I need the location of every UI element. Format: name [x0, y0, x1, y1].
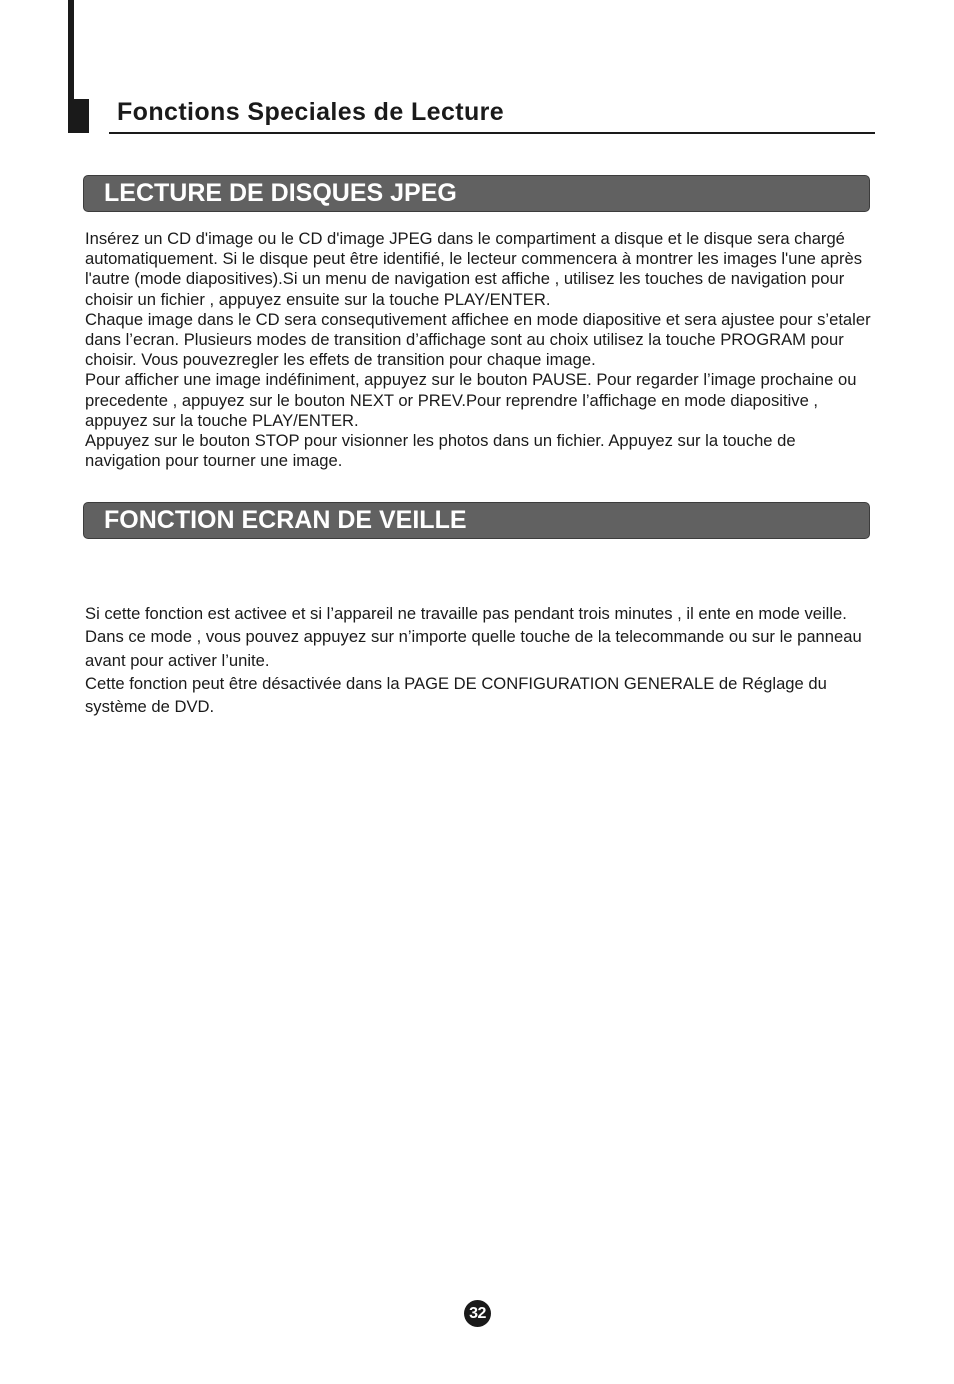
section-body-screensaver — [85, 602, 875, 718]
section-title-screensaver: FONCTION ECRAN DE VEILLE — [104, 506, 467, 534]
page-title: Fonctions Speciales de Lecture — [117, 98, 505, 126]
paragraph: Chaque image dans le CD sera consequtivement affichee en mode diapositive et sera ajustee pour s’etaler dans l’ecran. Plusieurs modes de transition d’affichage sont au choix utilisez la touche PROGRAM pour choisir. Vous pouvezregler les effets de transition pour chaque image. — [85, 309, 871, 370]
paragraph: Pour afficher une image indéfiniment, appuyez sur le bouton PAUSE. Pour regarder l’image prochaine ou precedente , appuyez sur le bouton NEXT or PREV.Pour reprendre l’affichage en mode diapositive , appuyez sur la touche PLAY/ENTER. — [85, 370, 857, 430]
section-header-screensaver — [83, 502, 870, 539]
paragraph: Si cette fonction est activee et si l’appareil ne travaille pas pendant trois minutes , il ente en mode veille. Dans ce mode , vous pouvez appuyez sur n’importe quelle touche de la telecommande ou sur le panneau avant pour activer l’unite. — [85, 604, 862, 670]
paragraph: Insérez un CD d'image ou le CD d'image JPEG dans le compartiment a disque et le disque sera chargé automatiquement. Si le disque peut être identifié, le lecteur commencera à montrer les images l'une après l'autre (mode diapositives).Si un menu de navigation est affiche , utilisez les touches de navigation pour choisir un fichier , appuyez ensuite sur la touche PLAY/ENTER. — [85, 229, 863, 309]
page-number-badge: 32 — [464, 1300, 491, 1327]
paragraph: Cette fonction peut être désactivée dans la PAGE DE CONFIGURATION GENERALE de Réglage du système de DVD. — [85, 673, 827, 717]
section-body-jpeg — [85, 229, 875, 471]
title-underline — [109, 132, 875, 134]
paragraph: Appuyez sur le bouton STOP pour visionner les photos dans un fichier. Appuyez sur la touche de navigation pour tourner une image. — [85, 431, 796, 471]
section-title-jpeg: LECTURE DE DISQUES JPEG — [104, 179, 457, 207]
section-header-jpeg — [83, 175, 870, 212]
side-bar-block-decoration — [68, 99, 89, 133]
